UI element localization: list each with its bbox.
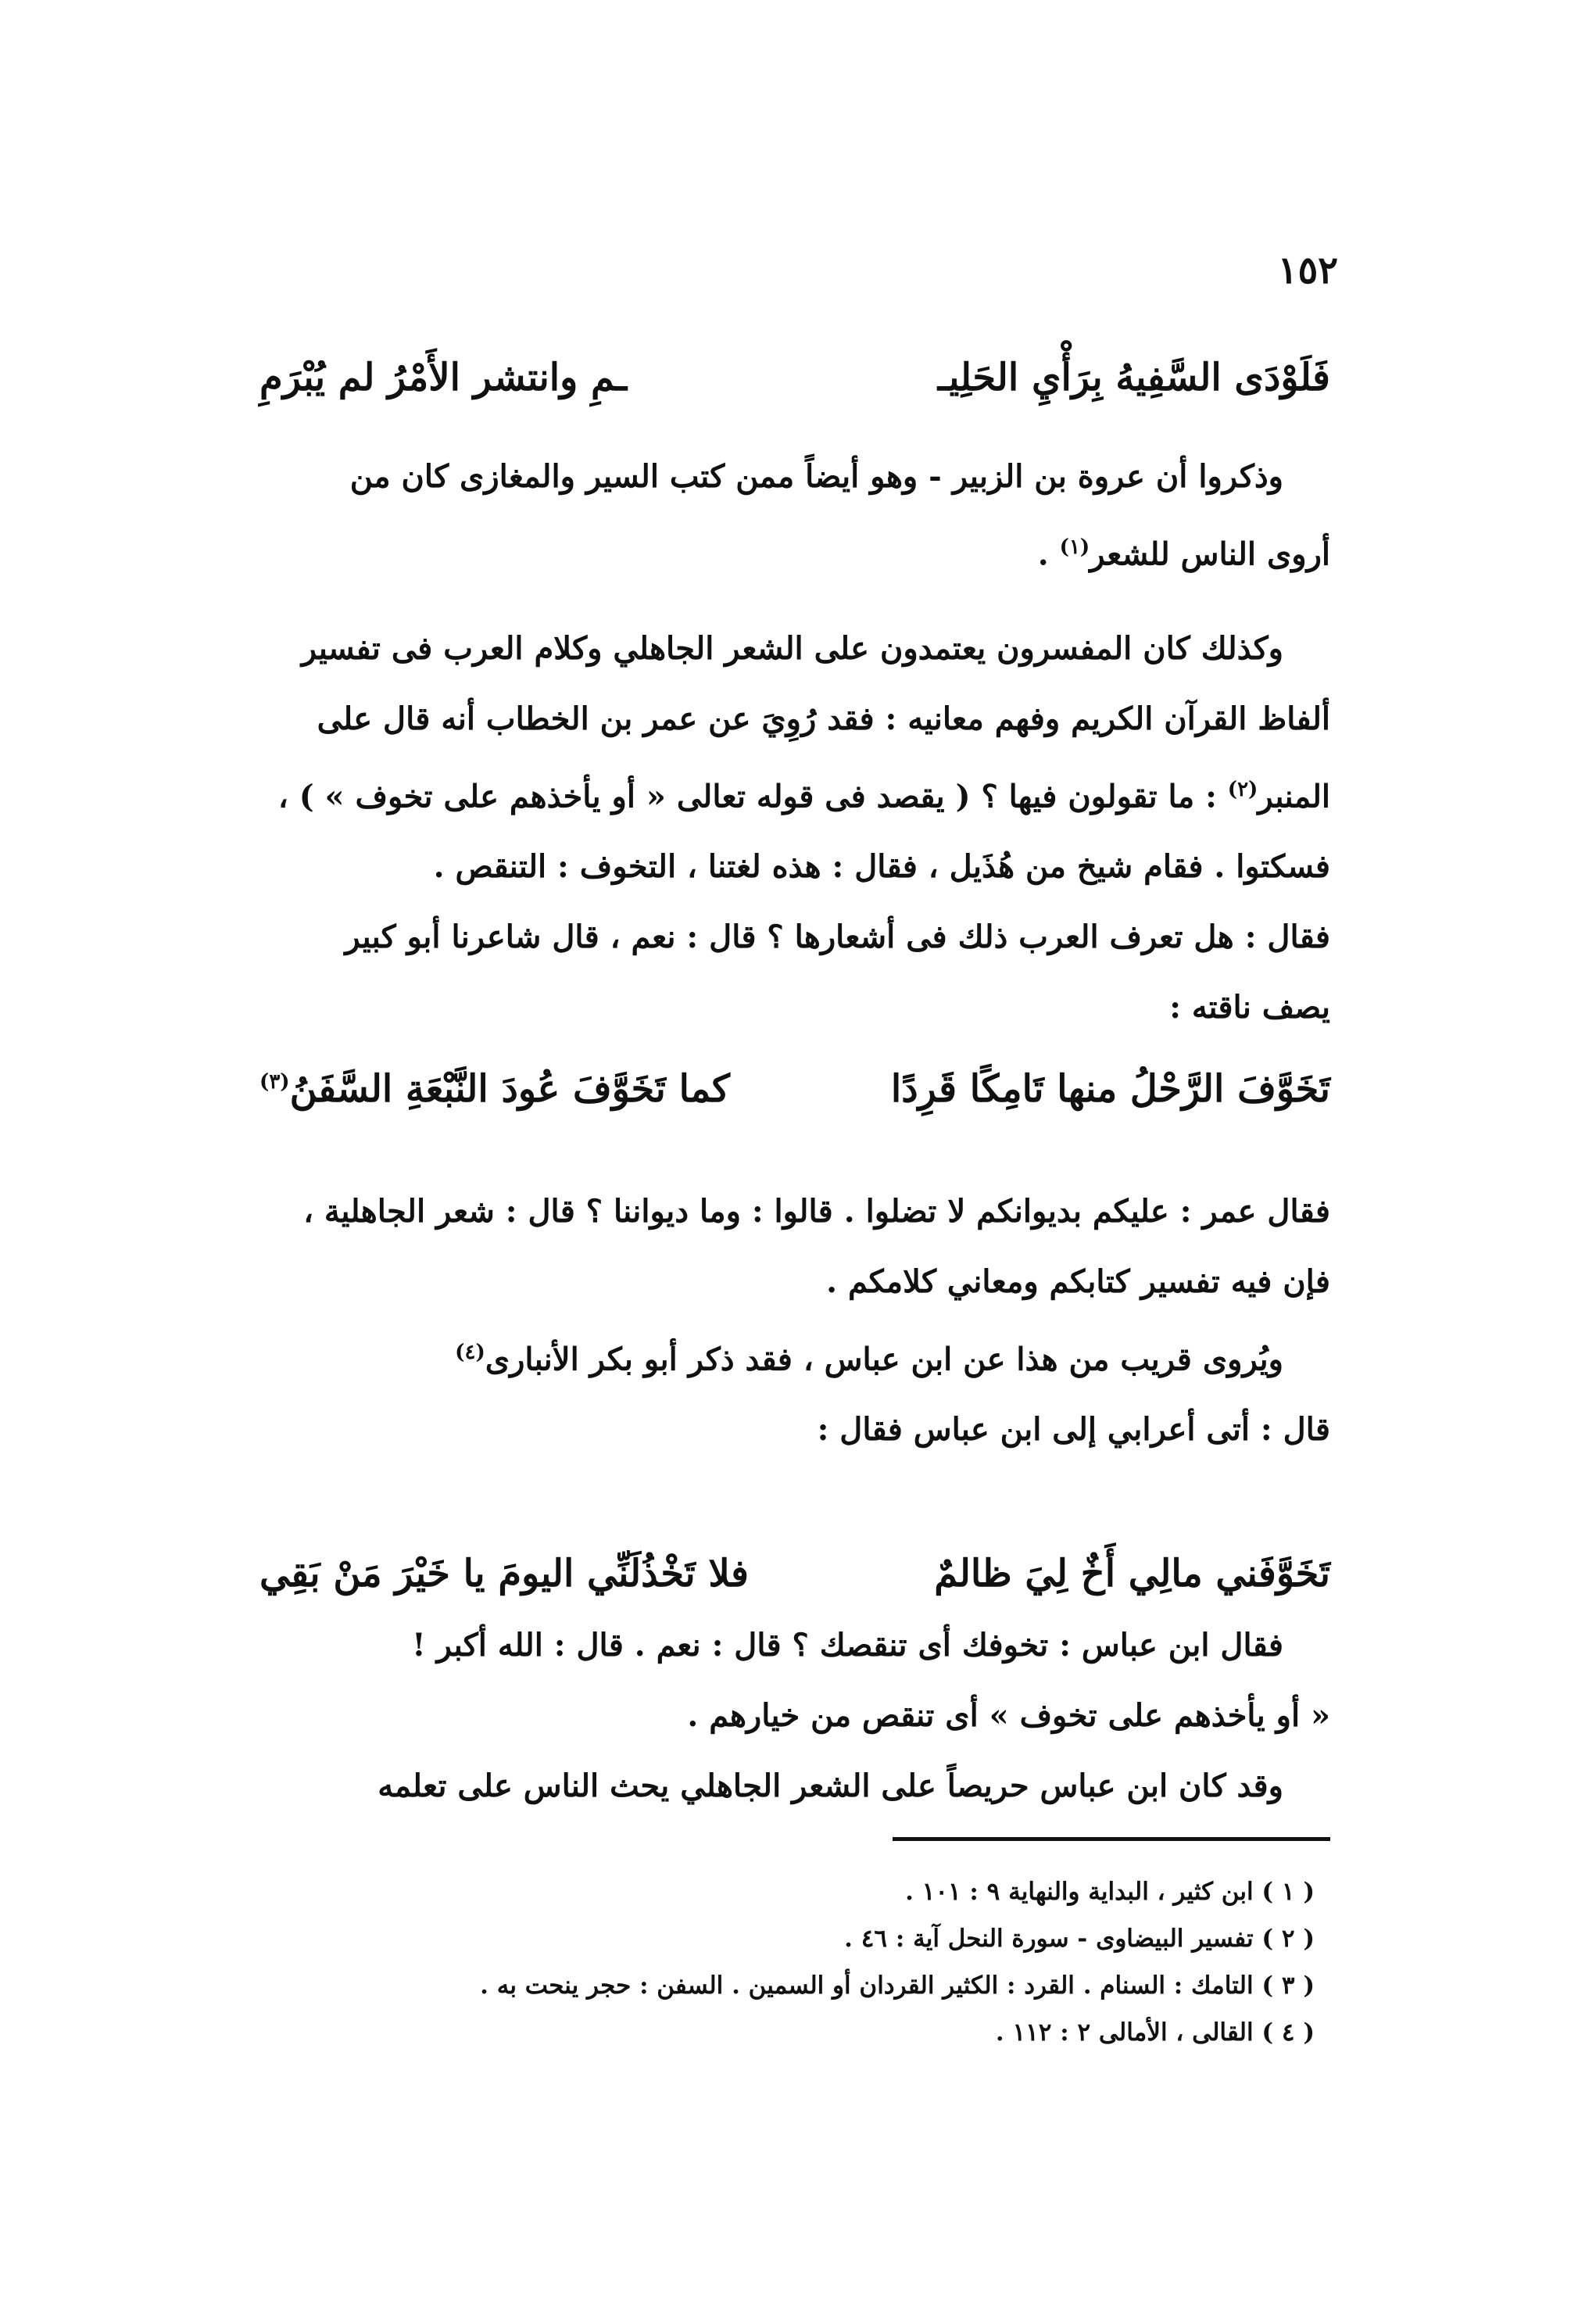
verse-2-first-hemistich: تَخَوَّفَ الرَّحْلُ منها تَامِكًا قَرِدًا: [890, 1067, 1330, 1111]
paragraph-line: فسكتوا . فقام شيخ من هُذَيل ، فقال : هذه لغتنا ، التخوف : التنقص .: [433, 848, 1330, 886]
footnote-3: ( ٣ ) التامك : السنام . القرد : الكثير القردان أو السمين . السفن : حجر ينحت به .: [480, 1972, 1315, 2000]
footnotes: [299, 1868, 1315, 2056]
paragraph-line-text: أروى الناس للشعر: [1090, 535, 1330, 573]
paragraph-line: يصف ناقته :: [1169, 989, 1330, 1026]
paragraph-1: [259, 442, 1330, 589]
verse-1-second-hemistich: ـمِ وانتشر الأَمْرُ لم يُبْرَمِ: [259, 356, 628, 399]
paragraph-5: [259, 1610, 1330, 1751]
footnote-2: ( ٢ ) تفسير البيضاوى - سورة النحل آية : ٤٦ .: [844, 1925, 1315, 1953]
paragraph-4: [259, 1317, 1330, 1465]
paragraph-line: فقال : هل تعرف العرب ذلك فى أشعارها ؟ قال : نعم ، قال شاعرنا أبو كبير: [345, 919, 1330, 956]
paragraph-line: فإن فيه تفسير كتابكم ومعاني كلامكم .: [826, 1263, 1330, 1300]
footnote-ref-1: (١): [1059, 535, 1090, 559]
footnote-1: ( ١ ) ابن كثير ، البداية والنهاية ٩ : ١٠١ .: [905, 1878, 1315, 1906]
footnote-4: ( ٤ ) القالى ، الأمالى ٢ : ١١٢ .: [995, 2018, 1315, 2047]
paragraph-line: [259, 754, 1330, 832]
verse-3-second-hemistich: فلا تَخْذُلَنِّي اليومَ يا خَيْرَ مَنْ بَقِي: [259, 1552, 749, 1596]
verse-3: [259, 1552, 1330, 1596]
footnote-ref-4: (٤): [455, 1341, 485, 1364]
verse-1: [259, 356, 1330, 399]
page-number: ١٥٢: [1277, 249, 1338, 292]
paragraph-line: [259, 1317, 1330, 1395]
paragraph-line: فقال عمر : عليكم بديوانكم لا تضلوا . قالوا : وما ديواننا ؟ قال : شعر الجاهلية ،: [303, 1193, 1330, 1230]
paragraph-6: [259, 1751, 1330, 1821]
paragraph-line: وكذلك كان المفسرون يعتمدون على الشعر الجاهلي وكلام العرب فى تفسير: [301, 630, 1283, 667]
paragraph-line-end: : ما تقولون فيها ؟ ( يقصد فى قوله تعالى « أو يأخذهم على تخوف » ) ،: [277, 778, 1228, 815]
paragraph-line: [259, 512, 1330, 589]
paragraph-line: وقد كان ابن عباس حريصاً على الشعر الجاهلي يحث الناس على تعلمه: [378, 1768, 1283, 1804]
footnote-ref-2: (٢): [1227, 778, 1258, 801]
footnote-divider: [893, 1837, 1330, 1841]
verse-2: [259, 1067, 1330, 1111]
paragraph-line-text: ويُروى قريب من هذا عن ابن عباس ، فقد ذكر أبو بكر الأنبارى: [485, 1341, 1283, 1378]
verse-2-second-hemistich-text: كما تَخَوَّفَ عُودَ النَّبْعَةِ السَّفَنُ: [289, 1067, 730, 1111]
paragraph-line: ألفاظ القرآن الكريم وفهم معانيه : فقد رُوِيَ عن عمر بن الخطاب أنه قال على: [317, 700, 1330, 737]
paragraph-line-text: المنبر: [1258, 778, 1330, 815]
paragraph-3: [259, 1177, 1330, 1317]
verse-1-first-hemistich: فَلَوْدَى السَّفِيهُ بِرَأْيِ الحَلِيـ: [937, 356, 1330, 399]
paragraph-line: وذكروا أن عروة بن الزبير - وهو أيضاً ممن كتب السير والمغازى كان من: [349, 458, 1283, 495]
footnote-ref-3: (٣): [259, 1070, 290, 1094]
paragraph-line-end: .: [1037, 535, 1060, 573]
paragraph-line: قال : أتى أعرابي إلى ابن عباس فقال :: [817, 1411, 1330, 1449]
paragraph-line: « أو يأخذهم على تخوف » أى تنقص من خيارهم .: [687, 1697, 1330, 1734]
paragraph-2: [259, 614, 1330, 1043]
paragraph-line: فقال ابن عباس : تخوفك أى تنقصك ؟ قال : نعم . قال : الله أكبر !: [412, 1627, 1283, 1664]
verse-3-first-hemistich: تَخَوَّفَني مالِي أَخٌ لِيَ ظالمٌ: [934, 1552, 1330, 1596]
verse-2-second-hemistich: [259, 1067, 730, 1111]
